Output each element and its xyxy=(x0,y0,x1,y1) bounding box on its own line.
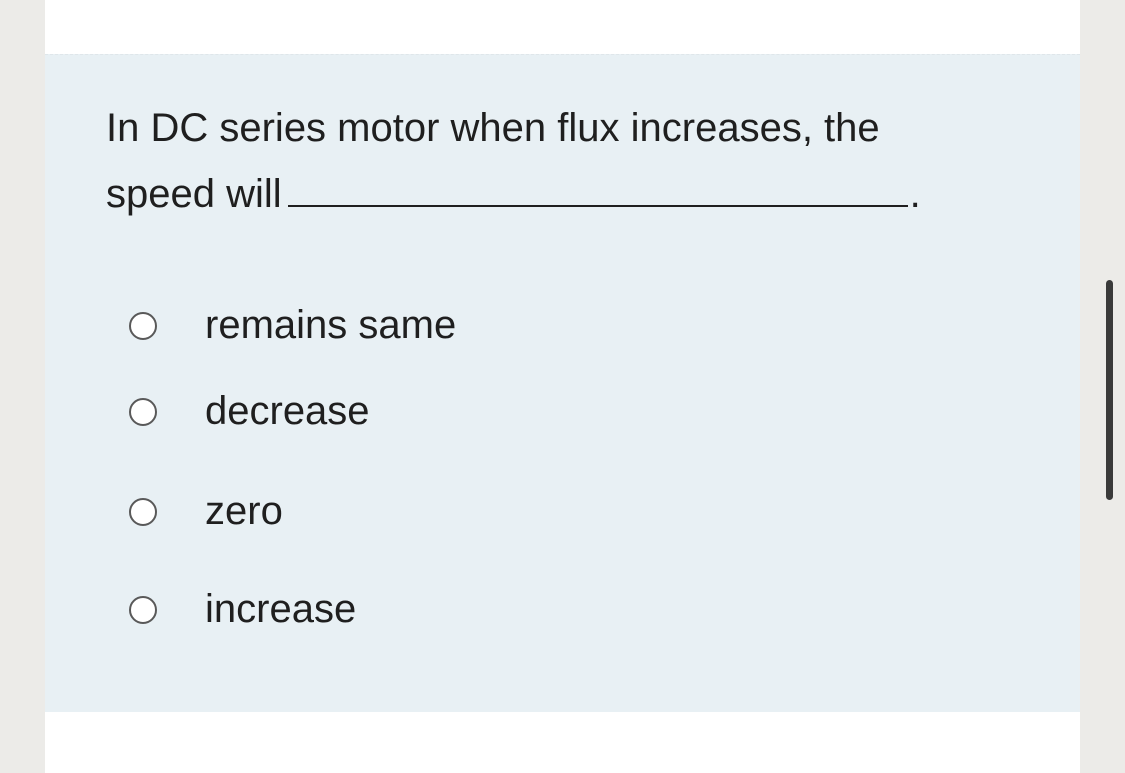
radio-button-decrease[interactable] xyxy=(129,398,157,426)
radio-button-zero[interactable] xyxy=(129,498,157,526)
question-period: . xyxy=(909,172,921,216)
question-line-2-prefix: speed will xyxy=(106,172,282,216)
radio-button-remains-same[interactable] xyxy=(129,312,157,340)
question-line-2 xyxy=(106,161,1006,227)
option-zero[interactable] xyxy=(129,489,283,534)
question-text xyxy=(106,95,1006,227)
option-label-remains-same: remains same xyxy=(205,303,457,347)
quiz-page xyxy=(45,0,1080,773)
option-label-zero: zero xyxy=(205,489,283,533)
option-label-increase: increase xyxy=(205,587,357,631)
radio-button-increase[interactable] xyxy=(129,596,157,624)
option-label-decrease: decrease xyxy=(205,389,370,433)
vertical-scrollbar[interactable] xyxy=(1106,280,1113,500)
answer-blank xyxy=(288,165,908,207)
question-line-1: In DC series motor when flux increases, the xyxy=(106,106,880,150)
question-card xyxy=(45,54,1080,712)
option-remains-same[interactable] xyxy=(129,303,456,348)
option-increase[interactable] xyxy=(129,587,356,632)
option-decrease[interactable] xyxy=(129,389,370,434)
